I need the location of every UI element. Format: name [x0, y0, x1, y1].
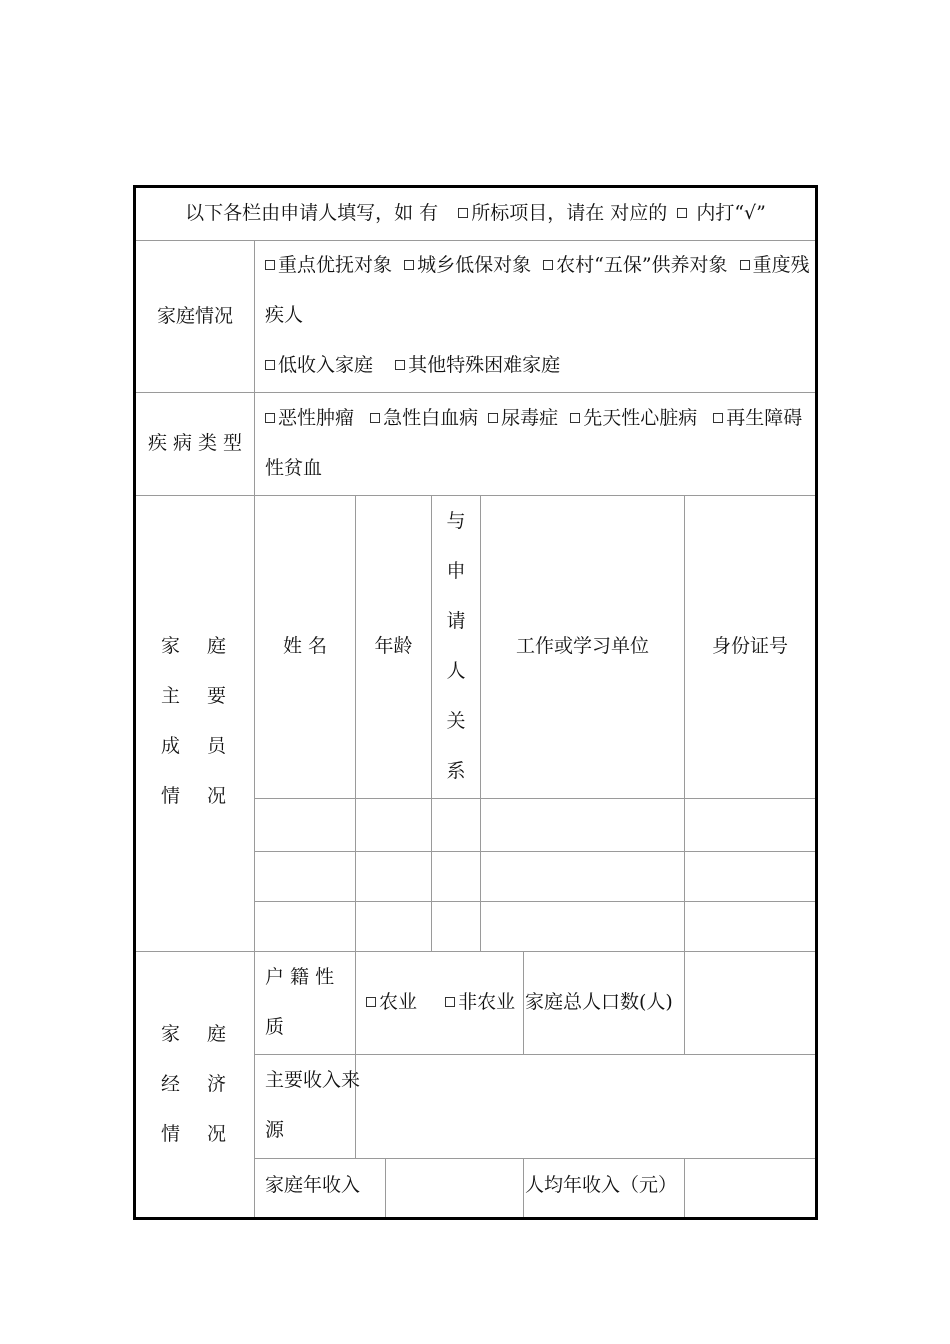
- disease-type-label: 疾 病 类 型: [147, 432, 243, 454]
- option-label: 再生障碍: [726, 407, 803, 429]
- divider: [684, 495, 685, 951]
- checkbox[interactable]: [740, 260, 750, 270]
- label-char: 与: [446, 510, 466, 532]
- household-type-label-cont: 质: [265, 1016, 285, 1038]
- label-char: 请: [446, 610, 466, 632]
- checkbox[interactable]: [265, 260, 275, 270]
- divider: [431, 495, 432, 951]
- label-char: 况: [207, 1123, 227, 1145]
- column-header-age: 年龄: [374, 635, 413, 657]
- disease-type-line-1: [265, 393, 802, 443]
- divider: [480, 495, 481, 951]
- annual-income-label: 家庭年收入: [265, 1174, 361, 1196]
- option-label: 非农业: [458, 991, 516, 1013]
- household-type-options: [366, 977, 515, 1027]
- household-type-label: 户 籍 性: [265, 966, 335, 988]
- checkbox[interactable]: [370, 413, 380, 423]
- divider: [684, 1158, 685, 1217]
- option-label: 其他特殊困难家庭: [408, 354, 561, 376]
- application-form: [133, 185, 818, 1220]
- label-char: 要: [207, 685, 227, 707]
- checkbox[interactable]: [265, 360, 275, 370]
- column-header-unit: 工作或学习单位: [515, 635, 649, 657]
- checkbox[interactable]: [713, 413, 723, 423]
- checkbox-non-agriculture[interactable]: [445, 997, 455, 1007]
- divider: [254, 240, 255, 1217]
- label-char: 员: [207, 735, 227, 757]
- option-label: 先天性心脏病: [583, 407, 698, 429]
- label-char: 申: [446, 560, 466, 582]
- per-capita-income-label: 人均年收入（元）: [525, 1174, 678, 1196]
- divider: [684, 951, 685, 1054]
- option-label: 恶性肿瘤: [278, 407, 355, 429]
- label-char: 庭: [207, 1023, 227, 1045]
- divider: [523, 1158, 524, 1217]
- income-source-label: 主要收入来: [265, 1069, 361, 1091]
- family-situation-line-2: 疾人: [265, 304, 304, 326]
- divider: [255, 798, 815, 799]
- instruction-text: 以下各栏由申请人填写，如 有: [185, 202, 439, 224]
- checkbox-sample: [677, 208, 687, 218]
- family-situation-label: 家庭情况: [156, 305, 233, 327]
- column-header-id: 身份证号: [711, 635, 788, 657]
- divider: [385, 1158, 386, 1217]
- economy-label: [161, 1009, 253, 1159]
- checkbox[interactable]: [265, 413, 275, 423]
- divider: [255, 851, 815, 852]
- income-source-label-cont: 源: [265, 1119, 285, 1141]
- option-label: 城乡低保对象: [417, 254, 532, 276]
- label-char: 系: [446, 760, 466, 782]
- option-label: 重点优抚对象: [278, 254, 393, 276]
- checkbox[interactable]: [395, 360, 405, 370]
- label-char: 况: [207, 785, 227, 807]
- label-char: 庭: [207, 635, 227, 657]
- checkbox[interactable]: [543, 260, 553, 270]
- label-char: 济: [207, 1073, 227, 1095]
- total-people-label: 家庭总人口数(人): [525, 991, 673, 1013]
- label-char: 主: [161, 685, 181, 707]
- option-label: 重度残: [752, 254, 810, 276]
- form-instruction: [136, 188, 815, 238]
- label-char: 关: [446, 710, 466, 732]
- divider: [255, 901, 815, 902]
- label-char: 成: [161, 735, 181, 757]
- label-char: 人: [446, 660, 466, 682]
- column-header-relation: [446, 496, 466, 796]
- checkbox[interactable]: [404, 260, 414, 270]
- label-char: 经: [161, 1073, 181, 1095]
- divider: [355, 495, 356, 951]
- checkbox[interactable]: [488, 413, 498, 423]
- disease-type-line-2: 性贫血: [265, 457, 323, 479]
- family-situation-line-3: [265, 340, 560, 390]
- option-label: 急性白血病: [383, 407, 479, 429]
- option-label: 农村“五保”供养对象: [556, 254, 728, 276]
- members-label: [161, 621, 253, 821]
- instruction-text: 内打“√”: [696, 202, 766, 224]
- checkbox-sample: [458, 208, 468, 218]
- divider: [523, 951, 524, 1054]
- label-char: 家: [161, 635, 181, 657]
- divider: [136, 495, 815, 496]
- option-label: 尿毒症: [501, 407, 559, 429]
- label-char: 情: [161, 1123, 181, 1145]
- option-label: 农业: [379, 991, 418, 1013]
- checkbox[interactable]: [570, 413, 580, 423]
- divider: [255, 1158, 815, 1159]
- label-char: 家: [161, 1023, 181, 1045]
- checkbox-agriculture[interactable]: [366, 997, 376, 1007]
- option-label: 低收入家庭: [278, 354, 374, 376]
- column-header-name: 姓 名: [282, 635, 328, 657]
- instruction-text: 所标项目，请在 对应的: [471, 202, 668, 224]
- family-situation-line-1: [265, 240, 810, 290]
- label-char: 情: [161, 785, 181, 807]
- divider: [136, 951, 815, 952]
